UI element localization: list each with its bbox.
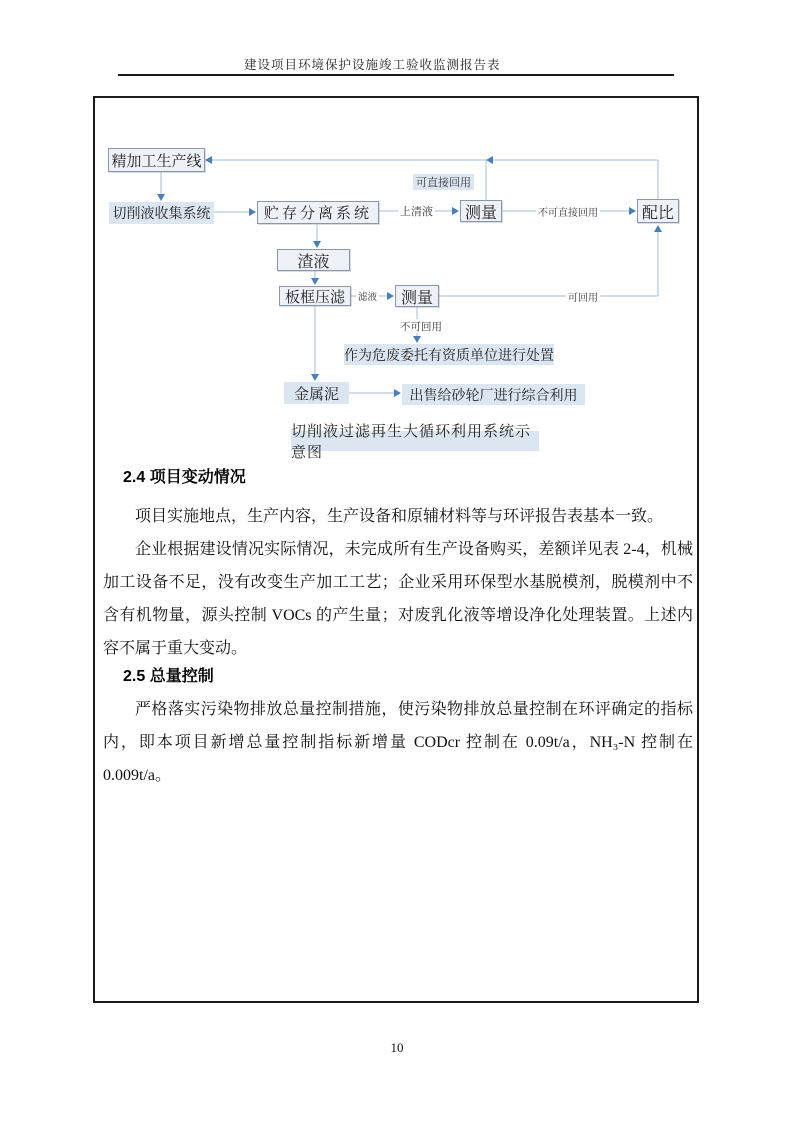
edge-label-not-reusable: 不可回用: [398, 319, 444, 333]
section-2-5-heading: 2.5 总量控制: [123, 668, 214, 685]
node-measure-1: 测量: [460, 200, 502, 222]
page-number: 10: [390, 1040, 404, 1055]
body-text: [103, 466, 693, 792]
page-header-title: 建设项目环境保护设施竣工验收监测报告表: [244, 58, 501, 72]
header-rule: [118, 74, 674, 76]
section-2-4-paragraph-1: 项目实施地点，生产内容，生产设备和原辅材料等与环评报告表基本一致。: [135, 508, 664, 525]
section-2-4-paragraph-2: 企业根据建设情况实际情况，未完成所有生产设备购买，差额详见表 2-4，机械加工设备不足，没有改变生产加工工艺；企业采用环保型水基脱模剂，脱模剂中不含有机物量，源头控制 VOCs 的产生量；对废乳化液等增设净化处理装置。上述内容不属于重大变动。: [103, 541, 693, 657]
edge-label-not-directly-reusable: 不可直接回用: [536, 205, 600, 218]
edge-label-filtrate: 滤液: [356, 290, 379, 302]
node-fine-processing-line: 精加工生产线: [108, 148, 205, 172]
section-2-4-heading: 2.4 项目变动情况: [123, 469, 246, 486]
flowchart-caption: 切削液过滤再生大循环利用系统示意图: [291, 431, 539, 451]
node-ratio-blending: 配比: [637, 199, 679, 223]
node-plate-frame-filter-press: 板框压滤: [279, 286, 351, 306]
node-cutting-fluid-collection-system: 切削液收集系统: [109, 202, 214, 224]
edge-label-directly-reusable: 可直接回用: [413, 174, 474, 190]
content-border-box: [93, 96, 699, 1003]
node-hazardous-waste-disposal: 作为危废委托有资质单位进行处置: [344, 344, 554, 365]
node-measure-2: 测量: [395, 285, 439, 307]
node-sell-to-grinding-wheel-plant: 出售给砂轮厂进行综合利用: [402, 384, 585, 405]
node-storage-separation-system: 贮存分离系统: [257, 201, 379, 224]
edge-label-reusable: 可回用: [566, 290, 600, 303]
node-metal-sludge: 金属泥: [284, 382, 349, 404]
section-2-5-paragraph-1: 严格落实污染物排放总量控制措施，使污染物排放总量控制在环评确定的指标内，即本项目新增总量控制指标新增量 CODcr 控制在 0.09t/a，NH₃-N 控制在 0.009t/a。: [103, 701, 693, 784]
node-residue-liquid: 渣液: [277, 249, 350, 271]
edge-label-supernatant: 上清液: [400, 206, 433, 218]
